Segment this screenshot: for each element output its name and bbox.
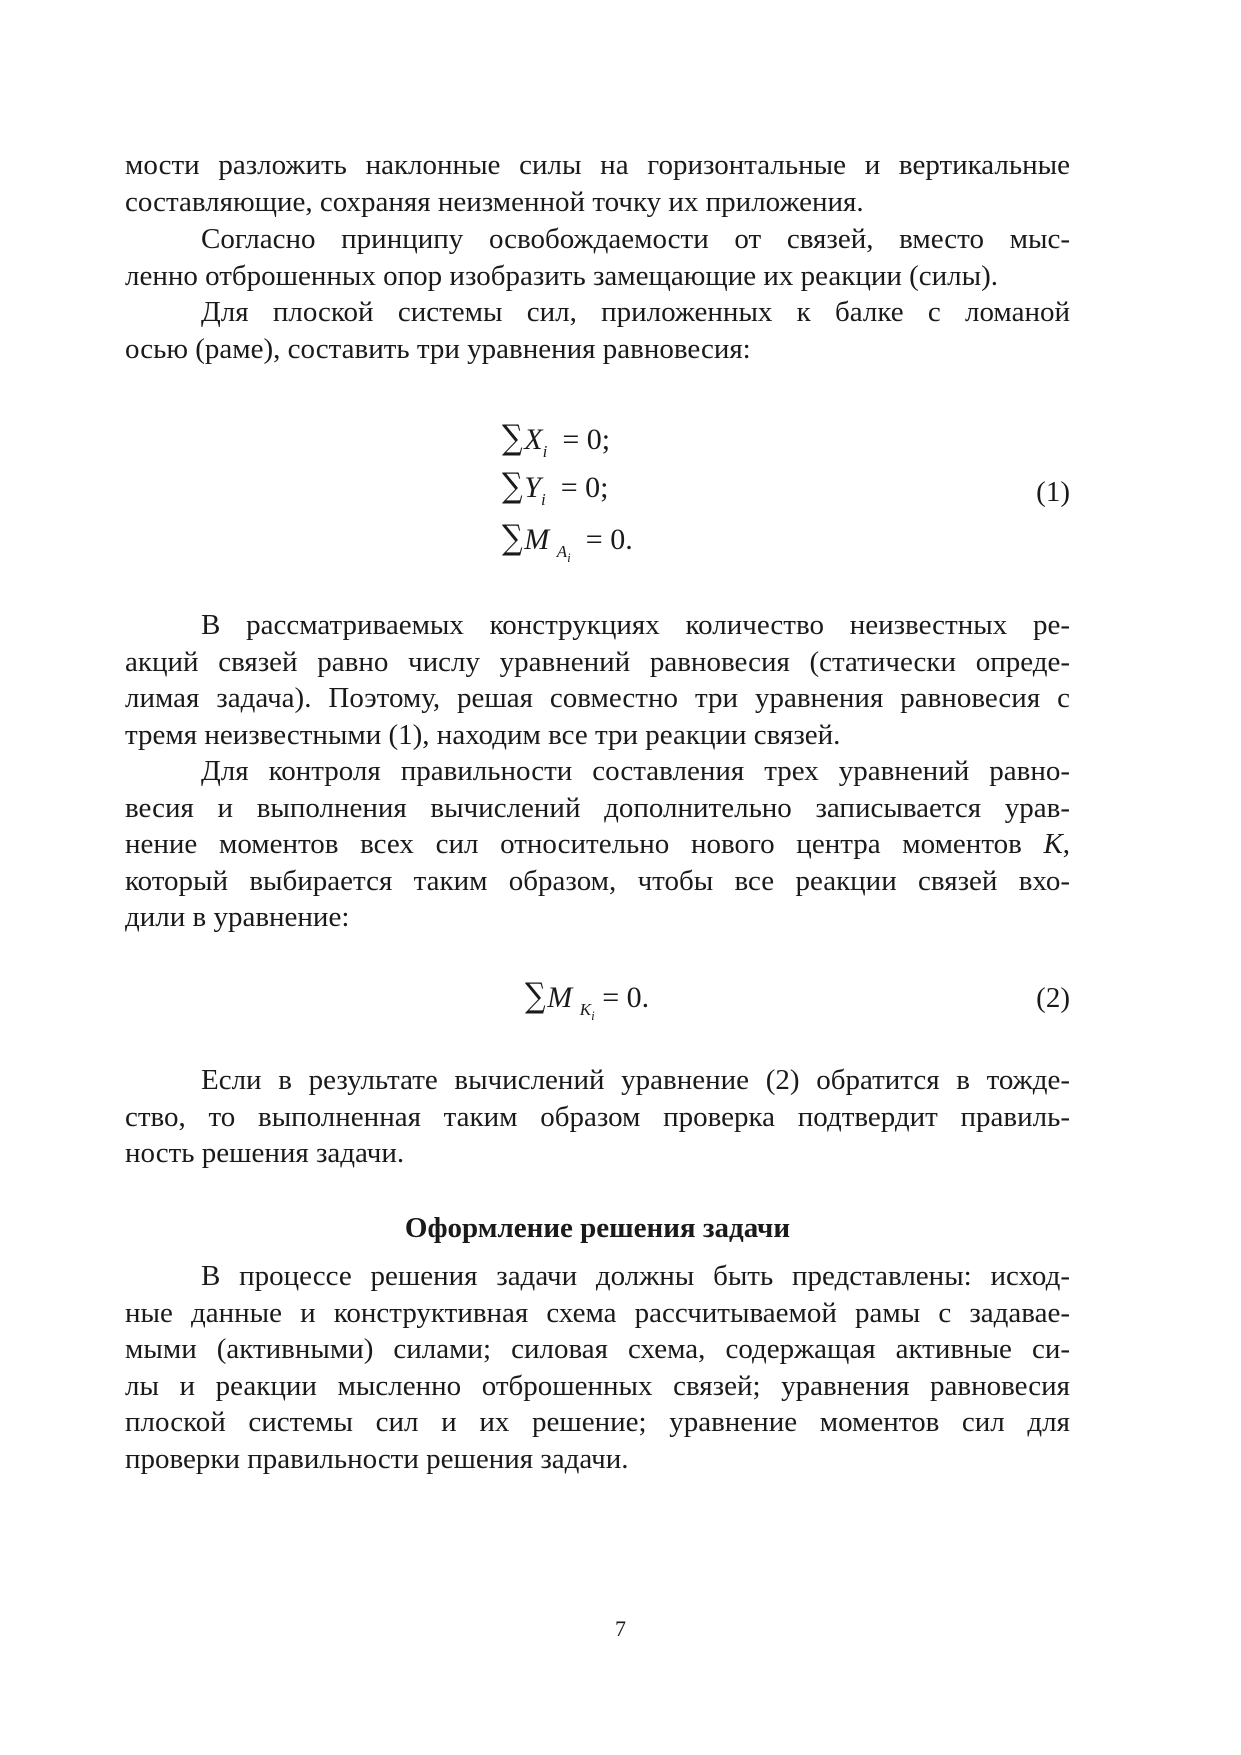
sum-symbol: ∑ <box>525 976 546 1016</box>
text-line: ленно отброшенных опор изобразить замещающие их реакции (силы). <box>125 259 999 292</box>
paragraph-release-principle <box>125 221 1070 294</box>
page-number: 7 <box>615 1616 626 1641</box>
text-line: дили в уравнение: <box>125 901 350 933</box>
formula-sum-y <box>502 468 608 510</box>
paragraph-identity-check <box>125 1062 1070 1172</box>
text-line: мости разложить наклонные силы на горизонтальные и вертикальные <box>125 149 1070 181</box>
formula-sum-moments-k <box>525 978 649 1021</box>
text-line: ные данные и конструктивная схема рассчитываемой рамы с задавае- <box>125 1296 1070 1329</box>
text-line: составляющие, сохраняя неизменной точку их приложения. <box>125 185 864 218</box>
subscript-i: i <box>542 442 548 461</box>
text-line: акций связей равно числу уравнений равновесия (статически опреде- <box>125 645 1070 678</box>
subscript-i: i <box>567 550 571 565</box>
text-line: ность решения задачи. <box>125 1137 405 1169</box>
paragraph-continuation <box>125 147 1070 220</box>
formula-sum-moments-a <box>502 520 633 563</box>
text-line: В рассматриваемых конструкциях количество неизвестных ре- <box>201 609 1070 641</box>
text-line: который выбирается таким образом, чтобы все реакции связей вхо- <box>125 864 1070 897</box>
sum-symbol: ∑ <box>502 466 523 506</box>
equation-rhs: = 0; <box>560 471 609 504</box>
formula-sum-x <box>502 420 610 462</box>
sum-symbol: ∑ <box>502 418 523 458</box>
equation-rhs: = 0; <box>562 423 611 456</box>
sum-symbol: ∑ <box>502 518 523 558</box>
variable-m: M <box>547 981 573 1014</box>
variable-m: M <box>524 523 550 556</box>
text-line: В процессе решения задачи должны быть представлены: исход- <box>201 1260 1070 1292</box>
equation-number-2: (2) <box>1036 982 1070 1014</box>
variable-x: X <box>524 423 543 456</box>
text-line: тремя неизвестными (1), находим все три реакции связей. <box>125 718 841 751</box>
text-line: лы и реакции мысленно отброшенных связей; уравнения равновесия <box>125 1369 1070 1402</box>
paragraph-statically-determinate <box>125 607 1070 753</box>
text-line <box>125 826 1070 863</box>
text-line: Для контроля правильности составления трех уравнений равно- <box>201 755 1070 787</box>
text-fragment: , <box>1062 828 1070 860</box>
subscript-k: K <box>579 1000 592 1019</box>
text-line: Согласно принципу освобождаемости от связей, вместо мыс- <box>201 223 1070 255</box>
equation-rhs: = 0. <box>585 523 633 556</box>
text-line: Если в результате вычислений уравнение (2) обратится в тожде- <box>201 1064 1070 1096</box>
variable-y: Y <box>524 471 541 504</box>
text-line: плоской системы сил и их решение; уравнение моментов сил для <box>125 1406 1070 1438</box>
text-line: Для плоской системы сил, приложенных к балке с ломаной <box>201 296 1070 328</box>
subscript-i: i <box>591 1008 595 1023</box>
text-fragment: нение моментов всех сил относительно нового центра моментов <box>125 828 1022 860</box>
text-line: весия и выполнения вычислений дополнительно записывается урав- <box>125 791 1070 824</box>
text-line: лимая задача). Поэтому, решая совместно три уравнения равновесия с <box>125 682 1070 714</box>
equation-number-1: (1) <box>1036 476 1070 508</box>
paragraph-equilibrium-intro <box>125 294 1070 367</box>
equation-rhs: = 0. <box>602 981 650 1014</box>
section-heading: Оформление решения задачи <box>404 1212 791 1244</box>
subscript-a: A <box>556 542 568 561</box>
text-line: мыми (активными) силами; силовая схема, содержащая активные си- <box>125 1333 1070 1365</box>
moment-center-k: К <box>1043 828 1063 860</box>
text-line: осью (раме), составить три уравнения равновесия: <box>125 332 751 365</box>
text-line: проверки правильности решения задачи. <box>125 1442 629 1475</box>
paragraph-solution-format <box>125 1258 1070 1477</box>
text-line: ство, то выполненная таким образом проверка подтвердит правиль- <box>125 1100 1070 1133</box>
paragraph-control-check <box>125 753 1070 936</box>
subscript-i: i <box>540 490 546 509</box>
